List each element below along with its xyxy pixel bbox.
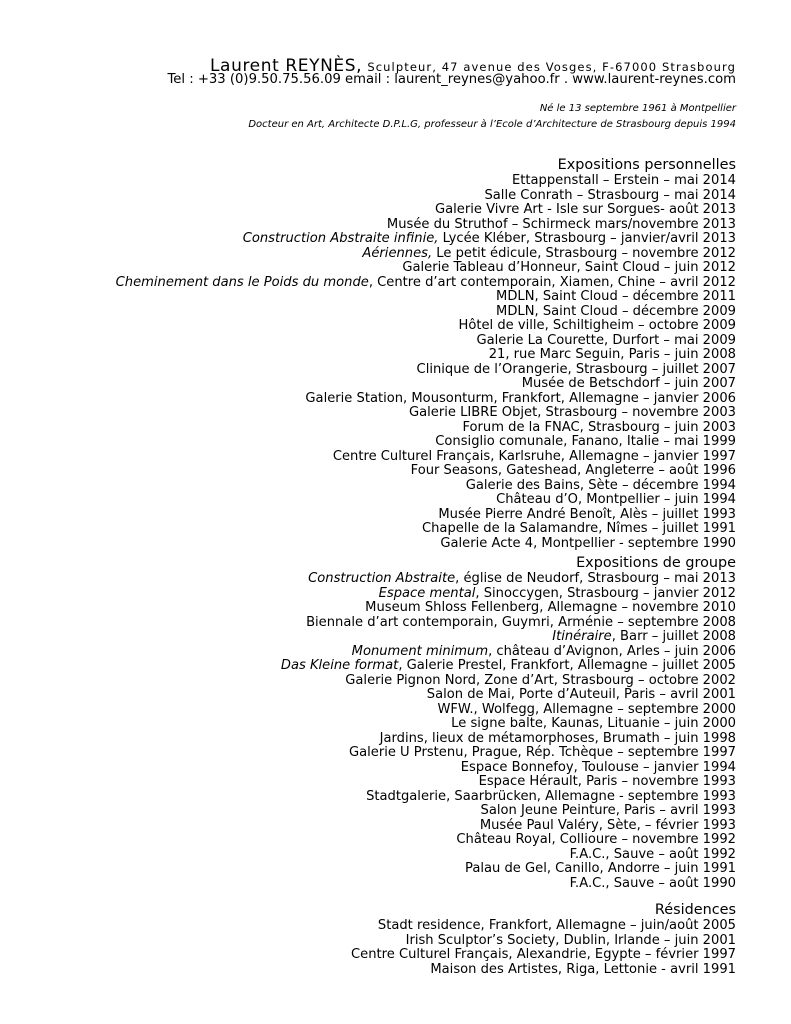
- list-item: [116, 479, 736, 494]
- list-item: [351, 919, 736, 934]
- exhibition-details: Maison des Artistes, Riga, Lettonie - avril 1991: [430, 961, 736, 977]
- exhibition-title: Aériennes,: [362, 245, 433, 261]
- section-title: Expositions personnelles: [557, 157, 736, 173]
- list-item: [351, 948, 736, 963]
- exhibition-details: Clinique de l’Orangerie, Strasbourg – juillet 2007: [416, 361, 736, 377]
- exhibition-details: Ettappenstall – Erstein – mai 2014: [511, 173, 736, 188]
- exhibition-details: Jardins, lieux de métamorphoses, Brumath – juin 1998: [379, 730, 736, 746]
- exhibition-details: Galerie Pignon Nord, Zone d’Art, Strasbourg – octobre 2002: [345, 672, 736, 688]
- exhibition-details: Stadt residence, Frankfort, Allemagne – juin/août 2005: [377, 918, 736, 933]
- exhibition-title: Itinéraire: [552, 629, 612, 644]
- credentials-info: Docteur en Art, Architecte D.P.L.G, professeur à l’Ecole d’Architecture de Strasbourg depuis 1994: [248, 119, 736, 130]
- exhibition-list: [116, 174, 736, 551]
- list-item: [116, 305, 736, 320]
- exhibition-details: Galerie des Bains, Sète – décembre 1994: [465, 477, 736, 493]
- exhibition-title: Espace mental: [378, 585, 476, 601]
- list-item: [281, 616, 736, 631]
- list-item: [281, 587, 736, 602]
- exhibition-details: Palau de Gel, Canillo, Andorre – juin 1991: [465, 861, 736, 876]
- list-item: [116, 203, 736, 218]
- exhibition-details: Galerie Tableau d’Honneur, Saint Cloud – juin 2012: [402, 260, 736, 275]
- list-item: [281, 819, 736, 834]
- exhibition-title: Construction Abstraite: [308, 571, 456, 586]
- list-item: [281, 804, 736, 819]
- exhibition-details: Centre Culturel Français, Alexandrie, Egypte – février 1997: [351, 947, 736, 962]
- list-item: [281, 833, 736, 848]
- exhibition-details: MDLN, Saint Cloud – décembre 2011: [496, 289, 736, 304]
- section-title: Résidences: [654, 902, 736, 918]
- exhibition-details: MDLN, Saint Cloud – décembre 2009: [496, 303, 736, 319]
- exhibition-details: WFW., Wolfegg, Allemagne – septembre 2000: [437, 701, 736, 717]
- birth-info: Né le 13 septembre 1961 à Montpellier: [539, 103, 736, 114]
- list-item: [281, 703, 736, 718]
- exhibition-details: Galerie LIBRE Objet, Strasbourg – novembre 2003: [409, 405, 736, 420]
- list-item: [281, 601, 736, 616]
- list-item: [281, 862, 736, 877]
- exhibition-details: Galerie La Courette, Durfort – mai 2009: [476, 332, 736, 348]
- exhibition-details: F.A.C., Sauve – août 1992: [569, 846, 736, 862]
- list-item: [116, 261, 736, 276]
- exhibition-title: Cheminement dans le Poids du monde: [115, 274, 369, 290]
- exhibition-details: Galerie Vivre Art - Isle sur Sorgues- août 2013: [434, 202, 736, 217]
- exhibition-details: Stadtgalerie, Saarbrücken, Allemagne - septembre 1993: [366, 788, 736, 804]
- list-item: [116, 232, 736, 247]
- section-expositions-de-groupe: [281, 555, 736, 891]
- exhibition-details: Le signe balte, Kaunas, Lituanie – juin 2000: [451, 716, 736, 731]
- exhibition-details: Galerie Station, Mousonturm, Frankfort, Allemagne – janvier 2006: [305, 390, 736, 406]
- list-item: [116, 276, 736, 291]
- list-item: [116, 493, 736, 508]
- exhibition-details: Espace Hérault, Paris – novembre 1993: [478, 774, 736, 789]
- exhibition-details: Le petit édicule, Strasbourg – novembre 2012: [432, 245, 736, 261]
- exhibition-title: Monument minimum: [351, 643, 489, 659]
- list-item: [281, 790, 736, 805]
- list-item: [116, 392, 736, 407]
- section-title: Expositions de groupe: [576, 555, 736, 571]
- exhibition-details: , Barr – juillet 2008: [611, 629, 736, 644]
- exhibition-details: Galerie U Prstenu, Prague, Rép. Tchèque – septembre 1997: [348, 745, 736, 760]
- exhibition-details: Musée du Struthof – Schirmeck mars/novembre 2013: [386, 216, 736, 232]
- list-item: [351, 963, 736, 978]
- list-item: [116, 290, 736, 305]
- exhibition-title: Construction Abstraite infinie,: [242, 231, 439, 246]
- exhibition-list: [281, 572, 736, 891]
- list-item: [116, 247, 736, 262]
- list-item: [281, 630, 736, 645]
- exhibition-details: 21, rue Marc Seguin, Paris – juin 2008: [488, 347, 736, 362]
- residence-list: [351, 919, 736, 977]
- exhibition-details: , Galerie Prestel, Frankfort, Allemagne – juillet 2005: [398, 658, 736, 673]
- list-item: [116, 334, 736, 349]
- list-item: [281, 732, 736, 747]
- list-item: [116, 406, 736, 421]
- exhibition-details: Salon de Mai, Porte d’Auteuil, Paris – avril 2001: [426, 687, 736, 702]
- list-item: [116, 464, 736, 479]
- list-item: [281, 761, 736, 776]
- list-item: [116, 218, 736, 233]
- list-item: [116, 319, 736, 334]
- exhibition-details: , église de Neudorf, Strasbourg – mai 2013: [455, 571, 736, 586]
- exhibition-details: , château d’Avignon, Arles – juin 2006: [488, 643, 736, 659]
- exhibition-details: Forum de la FNAC, Strasbourg – juin 2003: [462, 419, 736, 435]
- list-item: [116, 189, 736, 204]
- exhibition-details: Irish Sculptor’s Society, Dublin, Irlande – juin 2001: [405, 932, 736, 948]
- list-item: [281, 848, 736, 863]
- list-item: [281, 717, 736, 732]
- list-item: [281, 572, 736, 587]
- exhibition-details: Biennale d’art contemporain, Guymri, Arménie – septembre 2008: [306, 614, 736, 630]
- list-item: [116, 450, 736, 465]
- exhibition-details: Hôtel de ville, Schiltigheim – octobre 2009: [458, 318, 736, 333]
- exhibition-details: Musée Pierre André Benoît, Alès – juillet 1993: [438, 506, 736, 522]
- list-item: [281, 674, 736, 689]
- list-item: [116, 363, 736, 378]
- list-item: [116, 537, 736, 552]
- exhibition-details: Musée de Betschdorf – juin 2007: [521, 376, 736, 391]
- list-item: [281, 645, 736, 660]
- list-item: [116, 435, 736, 450]
- exhibition-details: F.A.C., Sauve – août 1990: [569, 875, 736, 891]
- exhibition-title: Das Kleine format: [280, 658, 399, 673]
- exhibition-details: Salle Conrath – Strasbourg – mai 2014: [484, 187, 736, 203]
- exhibition-details: Museum Shloss Fellenberg, Allemagne – novembre 2010: [365, 600, 736, 615]
- list-item: [281, 688, 736, 703]
- section-residences: [351, 902, 736, 977]
- exhibition-details: Centre Culturel Français, Karlsruhe, Allemagne – janvier 1997: [332, 448, 736, 464]
- exhibition-details: Lycée Kléber, Strasbourg – janvier/avril 2013: [438, 231, 736, 246]
- exhibition-details: Espace Bonnefoy, Toulouse – janvier 1994: [460, 759, 736, 775]
- exhibition-details: Four Seasons, Gateshead, Angleterre – août 1996: [410, 463, 736, 478]
- exhibition-details: Galerie Acte 4, Montpellier - septembre 1990: [440, 535, 736, 551]
- list-item: [116, 377, 736, 392]
- exhibition-details: Salon Jeune Peinture, Paris – avril 1993: [480, 803, 736, 818]
- list-item: [116, 421, 736, 436]
- exhibition-details: Château d’O, Montpellier – juin 1994: [496, 492, 736, 507]
- exhibition-details: Chapelle de la Salamandre, Nîmes – juillet 1991: [421, 521, 736, 536]
- artist-name: Laurent REYNÈS,: [209, 56, 363, 76]
- list-item: [116, 174, 736, 189]
- section-expositions-personnelles: [116, 157, 736, 551]
- list-item: [281, 877, 736, 892]
- list-item: [116, 522, 736, 537]
- list-item: [281, 775, 736, 790]
- exhibition-details: , Centre d’art contemporain, Xiamen, Chine – avril 2012: [368, 274, 736, 290]
- contact-line: Tel : +33 (0)9.50.75.56.09 email : laurent_reynes@yahoo.fr . www.laurent-reynes.com: [167, 72, 736, 87]
- list-item: [281, 659, 736, 674]
- artist-address: Sculpteur, 47 avenue des Vosges, F-67000 Strasbourg: [367, 60, 736, 74]
- list-item: [116, 348, 736, 363]
- list-item: [281, 746, 736, 761]
- list-item: [351, 934, 736, 949]
- list-item: [116, 508, 736, 523]
- exhibition-details: Musée Paul Valéry, Sète, – février 1993: [479, 817, 736, 833]
- exhibition-details: , Sinoccygen, Strasbourg – janvier 2012: [475, 585, 736, 601]
- exhibition-details: Château Royal, Collioure – novembre 1992: [456, 832, 736, 847]
- exhibition-details: Consiglio comunale, Fanano, Italie – mai 1999: [435, 434, 736, 449]
